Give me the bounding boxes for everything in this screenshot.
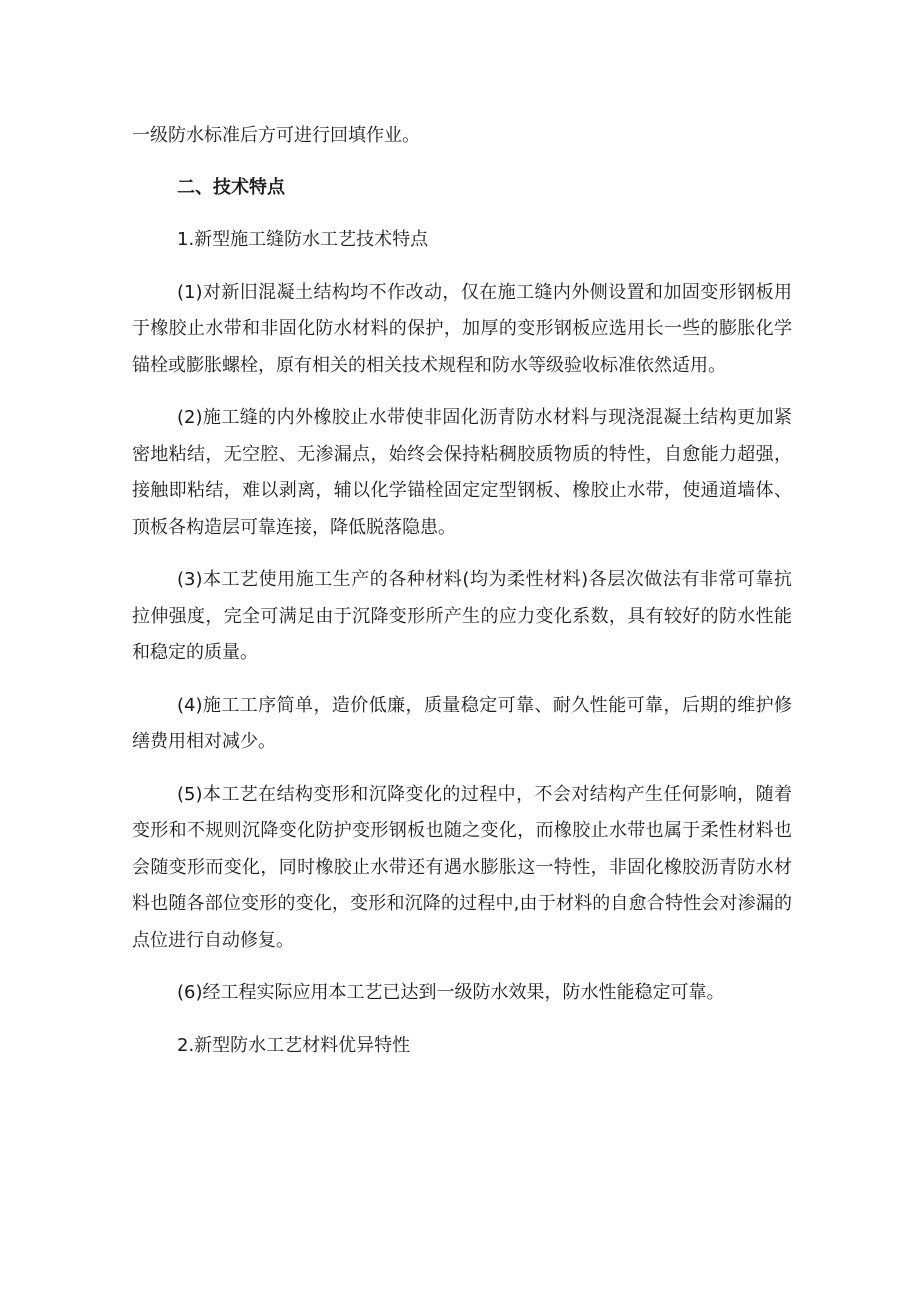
feature-item-1: (1)对新旧混凝土结构均不作改动，仅在施工缝内外侧设置和加固变形钢板用于橡胶止水带和非固化防水材料的保护，加厚的变形钢板应选用长一些的膨胀化学锚栓或膨胀螺栓，原有相关的相关技术规程和防水等级验收标准依然适用。 bbox=[132, 281, 792, 376]
section-heading: 二、技术特点 bbox=[177, 176, 285, 198]
feature-item-3: (3)本工艺使用施工生产的各种材料(均为柔性材料)各层次做法有非常可靠抗拉伸强度，完全可满足由于沉降变形所产生的应力变化系数，具有较好的防水性能和稳定的质量。 bbox=[132, 569, 792, 663]
feature-item-2: (2)施工缝的内外橡胶止水带使非固化沥青防水材料与现浇混凝土结构更加紧密地粘结，无空腔、无渗漏点，始终会保持粘稠胶质物质的特性，自愈能力超强，接触即粘结，难以剥离，辅以化学锚栓固定定型钢板、橡胶止水带，使通道墙体、顶板各构造层可靠连接，降低脱落隐患。 bbox=[132, 407, 792, 538]
subheading-material-features: 2.新型防水工艺材料优异特性 bbox=[177, 1034, 411, 1056]
feature-item-4: (4)施工工序简单，造价低廉，质量稳定可靠、耐久性能可靠，后期的维护修缮费用相对减少。 bbox=[132, 694, 792, 752]
document-body bbox=[132, 118, 792, 1080]
feature-item-6: (6)经工程实际应用本工艺已达到一级防水效果，防水性能稳定可靠。 bbox=[177, 982, 725, 1003]
continuation-paragraph: 一级防水标准后方可进行回填作业。 bbox=[132, 125, 420, 146]
subheading-tech-features: 1.新型施工缝防水工艺技术特点 bbox=[177, 229, 429, 250]
feature-item-5: (5)本工艺在结构变形和沉降变化的过程中，不会对结构产生任何影响，随着变形和不规则沉降变化防护变形钢板也随之变化，而橡胶止水带也属于柔性材料也会随变形而变化，同时橡胶止水带还有遇水膨胀这一特性，非固化橡胶沥青防水材料也随各部位变形的变化，变形和沉降的过程中,由于材料的自愈合特性会对渗漏的点位进行自动修复。 bbox=[132, 783, 792, 951]
